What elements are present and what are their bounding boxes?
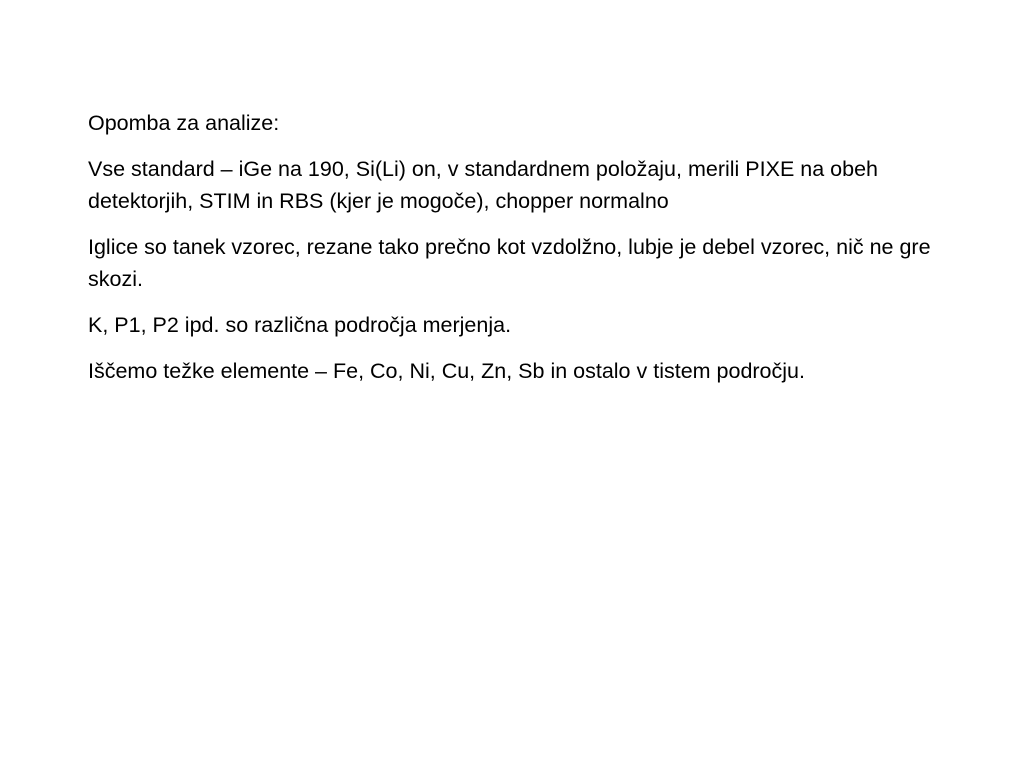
paragraph-heading: Opomba za analize: (88, 111, 280, 135)
paragraph-heavy-elements: Iščemo težke elemente – Fe, Co, Ni, Cu, Zn, Sb in ostalo v tistem področju. (88, 359, 805, 383)
paragraph-measurement-regions: K, P1, P2 ipd. so različna področja merjenja. (88, 313, 512, 337)
slide-body (88, 107, 968, 401)
paragraph-sample-description: Iglice so tanek vzorec, rezane tako prečno kot vzdolžno, lubje je debel vzorec, nič ne gre skozi. (88, 235, 931, 291)
paragraph-standard-setup: Vse standard – iGe na 190, Si(Li) on, v standardnem položaju, merili PIXE na obeh detektorjih, STIM in RBS (kjer je mogoče), chopper normalno (88, 157, 878, 213)
